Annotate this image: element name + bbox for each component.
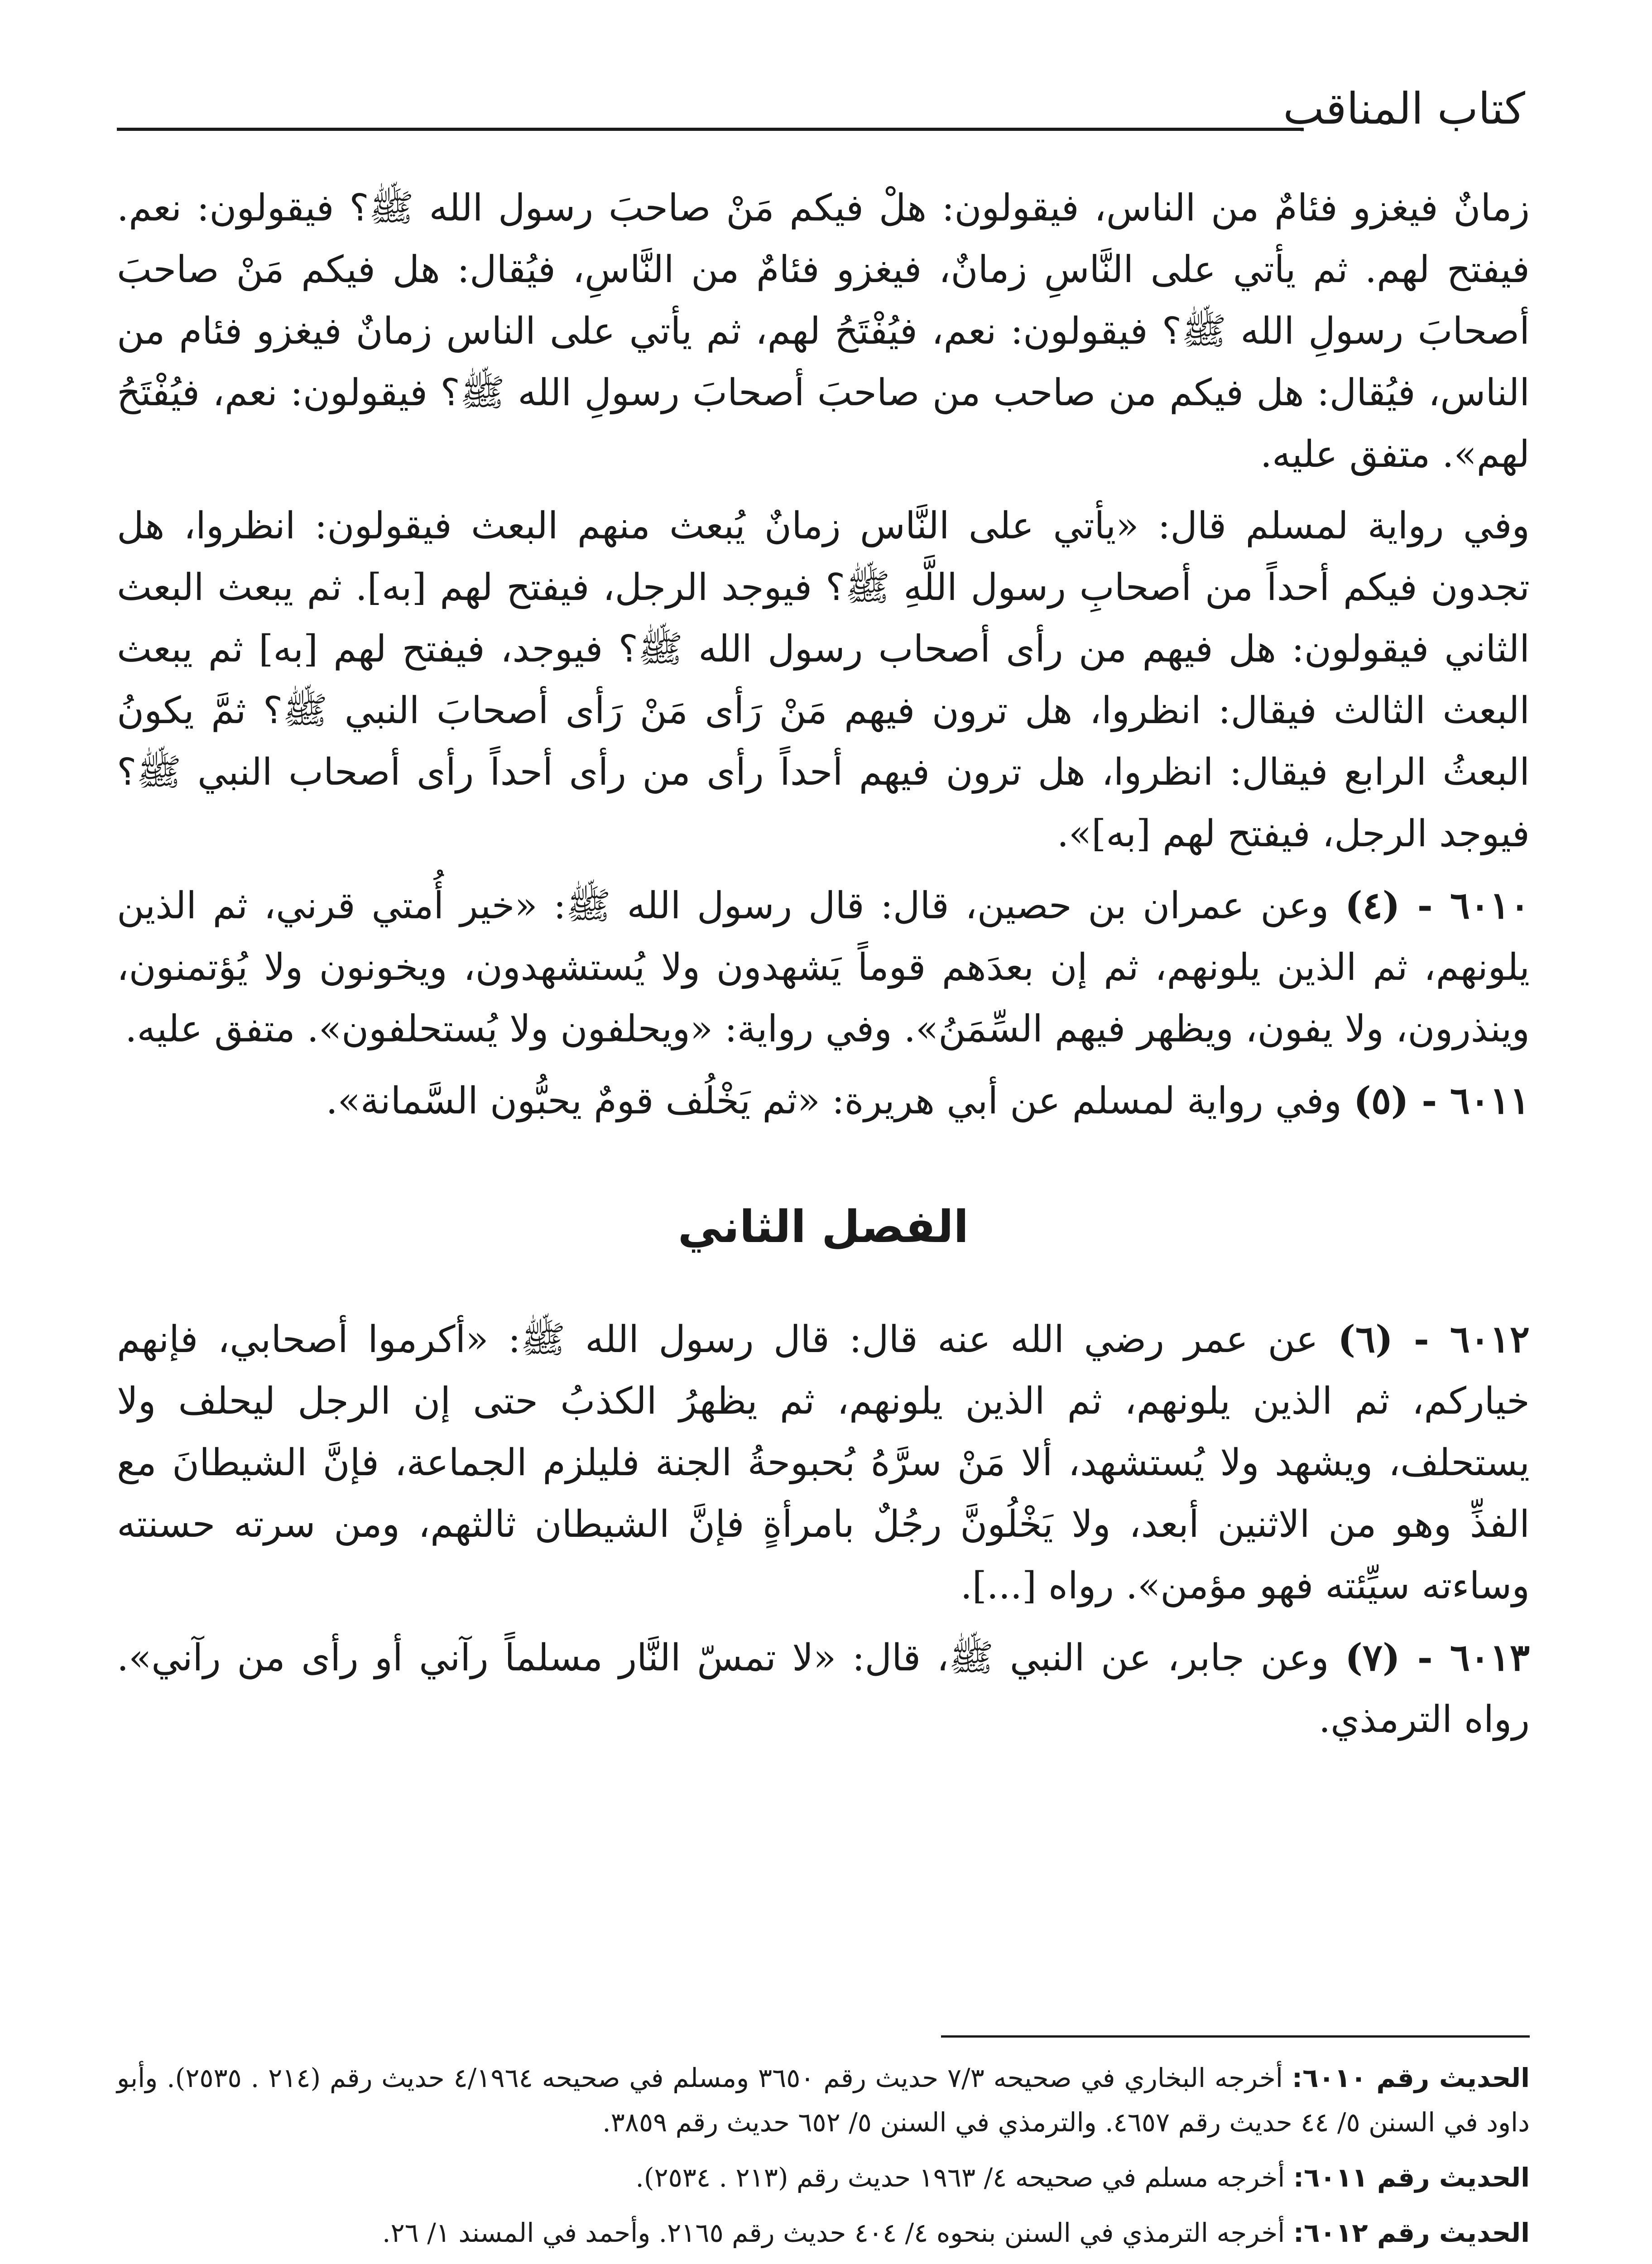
footnote: [117, 2211, 1530, 2255]
paragraph-muslim-narration: وفي رواية لمسلم قال: «يأتي على النَّاس زمانٌ يُبعث منهم البعث فيقولون: انظروا، هل تجدون فيكم أحداً من أصحابِ رسول اللَّهِ ﷺ؟ فيوجد الرجل، فيفتح لهم [به]. ثم يبعث البعث الثاني فيقولون: هل فيهم من رأى أصحاب رسول الله ﷺ؟ فيوجد، فيفتح لهم [به] ثم يبعث البعث الثالث فيقال: انظروا، هل ترون فيهم مَنْ رَأى مَنْ رَأى أصحابَ النبي ﷺ؟ ثمَّ يكونُ البعثُ الرابع فيقال: انظروا، هل ترون فيهم أحداً رأى من رأى أحداً رأى أصحاب النبي ﷺ؟ فيوجد الرجل، فيفتح لهم [به]».: [117, 504, 1530, 855]
header-rule: [117, 128, 1303, 131]
section-heading: الفصل الثاني: [677, 1201, 969, 1253]
hadith-6012: [117, 1309, 1530, 1617]
book-title: كتاب المناقب: [1283, 83, 1525, 134]
footnote-label: الحديث رقم ٦٠١٠:: [1292, 2063, 1530, 2093]
footnote-text: أخرجه الترمذي في السنن بنحوه ٤/ ٤٠٤ حديث رقم ٢١٦٥. وأحمد في المسند ١/ ٢٦.: [382, 2217, 1285, 2248]
footnote: [117, 2155, 1530, 2200]
hadith-text: وعن جابر، عن النبي ﷺ، قال: «لا تمسّ النَّار مسلماً رآني أو رأى من رآني». رواه الترمذي.: [117, 1636, 1530, 1741]
hadith-number: ٦٠١١ - (٥): [1354, 1079, 1530, 1122]
running-header: [117, 77, 1525, 145]
hadith-number: ٦٠١٣ - (٧): [1345, 1636, 1530, 1679]
hadith-6013: [117, 1627, 1530, 1751]
hadith-6010: [117, 875, 1530, 1060]
footnote-rule: [941, 2035, 1530, 2038]
footnote-label: الحديث رقم ٦٠١١:: [1293, 2162, 1530, 2193]
paragraph-continuation: زمانٌ فيغزو فئامٌ من الناس، فيقولون: هلْ فيكم مَنْ صاحبَ رسول الله ﷺ؟ فيقولون: نعم. فيفتح لهم. ثم يأتي على النَّاسِ زمانٌ، فيغزو فئامٌ من النَّاسِ، فيُقال: هل فيكم مَنْ صاحبَ أصحابَ رسولِ الله ﷺ؟ فيقولون: نعم، فيُفْتَحُ لهم، ثم يأتي على الناس زمانٌ فيغزو فئام من الناس، فيُقال: هل فيكم من صاحب من صاحبَ أصحابَ رسولِ الله ﷺ؟ فيقولون: نعم، فيُفْتَحُ لهم». متفق عليه.: [117, 187, 1530, 476]
footnotes: [117, 2056, 1530, 2264]
main-text: [117, 177, 1530, 1760]
hadith-text: وعن عمران بن حصين، قال: قال رسول الله ﷺ: «خير أُمتي قرني، ثم الذين يلونهم، ثم الذين يلونهم، ثم إن بعدَهم قوماً يَشهدون ولا يُستشهدون، ويخونون ولا يُؤتمنون، وينذرون، ولا يفون، ويظهر فيهم السِّمَنُ». وفي رواية: «ويحلفون ولا يُستحلفون». متفق عليه.: [117, 884, 1530, 1050]
footnote-text: أخرجه البخاري في صحيحه ٧/٣ حديث رقم ٣٦٥٠ ومسلم في صحيحه ٤/١٩٦٤ حديث رقم (٢١٤ . ٢٥٣٥). وأبو داود في السنن ٥/ ٤٤ حديث رقم ٤٦٥٧. والترمذي في السنن ٥/ ٦٥٢ حديث رقم ٣٨٥٩.: [117, 2063, 1530, 2138]
footnote-label: الحديث رقم ٦٠١٢:: [1293, 2217, 1530, 2248]
hadith-number: ٦٠١٠ - (٤): [1345, 884, 1530, 927]
hadith-text: وفي رواية لمسلم عن أبي هريرة: «ثم يَخْلُف قومٌ يحبُّون السَّمانة».: [326, 1079, 1342, 1122]
hadith-number: ٦٠١٢ - (٦): [1338, 1318, 1530, 1361]
hadith-text: عن عمر رضي الله عنه قال: قال رسول الله ﷺ: «أكرموا أصحابي، فإنهم خياركم، ثم الذين يلونهم، ثم الذين يلونهم، ثم يظهرُ الكذبُ حتى إن الرجل ليحلف ولا يستحلف، ويشهد ولا يُستشهد، ألا مَنْ سرَّهُ بُحبوحةُ الجنة فليلزم الجماعة، فإنَّ الشيطانَ مع الفذِّ وهو من الاثنين أبعد، ولا يَخْلُونَّ رجُلٌ بامرأةٍ فإنَّ الشيطان ثالثهم، ومن سرته حسنته وساءته سيِّئته فهو مؤمن». رواه [...].: [117, 1318, 1530, 1607]
hadith-6011: [117, 1070, 1530, 1132]
footnote: [117, 2056, 1530, 2144]
footnote-text: أخرجه مسلم في صحيحه ٤/ ١٩٦٣ حديث رقم (٢١٣ . ٢٥٣٤).: [635, 2162, 1285, 2193]
